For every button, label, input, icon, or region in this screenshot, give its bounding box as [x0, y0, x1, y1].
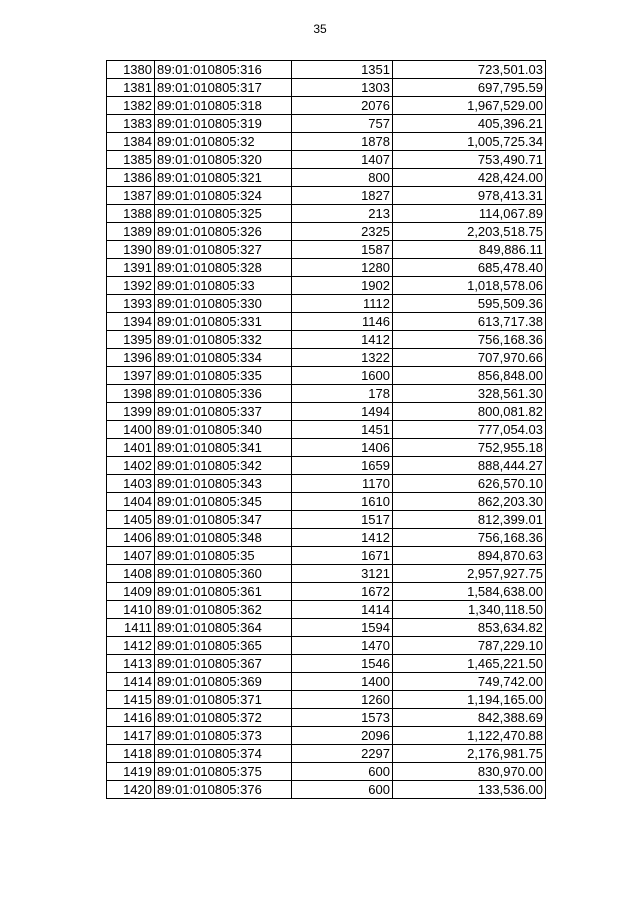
table-row	[107, 259, 546, 277]
cadastral-number: 89:01:010805:375	[155, 763, 292, 781]
area-value: 1494	[292, 403, 393, 421]
area-value: 800	[292, 169, 393, 187]
cost-value: 328,561.30	[393, 385, 546, 403]
table-row	[107, 97, 546, 115]
cost-value: 707,970.66	[393, 349, 546, 367]
cost-value: 1,018,578.06	[393, 277, 546, 295]
table-row	[107, 403, 546, 421]
cost-value: 2,957,927.75	[393, 565, 546, 583]
row-number: 1383	[107, 115, 155, 133]
row-number: 1409	[107, 583, 155, 601]
cadastral-number: 89:01:010805:367	[155, 655, 292, 673]
area-value: 1878	[292, 133, 393, 151]
area-value: 1587	[292, 241, 393, 259]
area-value: 1659	[292, 457, 393, 475]
area-value: 1112	[292, 295, 393, 313]
table-row	[107, 61, 546, 79]
cadastral-number: 89:01:010805:376	[155, 781, 292, 799]
cadastral-number: 89:01:010805:369	[155, 673, 292, 691]
table-row	[107, 367, 546, 385]
cadastral-number: 89:01:010805:319	[155, 115, 292, 133]
row-number: 1403	[107, 475, 155, 493]
table-row	[107, 475, 546, 493]
row-number: 1393	[107, 295, 155, 313]
row-number: 1398	[107, 385, 155, 403]
row-number: 1396	[107, 349, 155, 367]
area-value: 1671	[292, 547, 393, 565]
cost-value: 894,870.63	[393, 547, 546, 565]
row-number: 1397	[107, 367, 155, 385]
cost-value: 749,742.00	[393, 673, 546, 691]
area-value: 1672	[292, 583, 393, 601]
cost-value: 756,168.36	[393, 331, 546, 349]
table-row	[107, 781, 546, 799]
area-value: 1517	[292, 511, 393, 529]
cost-value: 1,194,165.00	[393, 691, 546, 709]
row-number: 1391	[107, 259, 155, 277]
cost-value: 787,229.10	[393, 637, 546, 655]
row-number: 1410	[107, 601, 155, 619]
area-value: 3121	[292, 565, 393, 583]
row-number: 1400	[107, 421, 155, 439]
area-value: 1260	[292, 691, 393, 709]
table-row	[107, 727, 546, 745]
area-value: 1546	[292, 655, 393, 673]
row-number: 1394	[107, 313, 155, 331]
cadastral-number: 89:01:010805:374	[155, 745, 292, 763]
table-row	[107, 637, 546, 655]
area-value: 600	[292, 781, 393, 799]
table-row	[107, 691, 546, 709]
cost-value: 849,886.11	[393, 241, 546, 259]
table-row	[107, 583, 546, 601]
cadastral-number: 89:01:010805:327	[155, 241, 292, 259]
table-row	[107, 529, 546, 547]
cost-value: 753,490.71	[393, 151, 546, 169]
cost-value: 830,970.00	[393, 763, 546, 781]
table-row	[107, 331, 546, 349]
cadastral-number: 89:01:010805:372	[155, 709, 292, 727]
cadastral-number: 89:01:010805:326	[155, 223, 292, 241]
table-row	[107, 349, 546, 367]
cadastral-number: 89:01:010805:345	[155, 493, 292, 511]
cost-value: 756,168.36	[393, 529, 546, 547]
row-number: 1414	[107, 673, 155, 691]
row-number: 1381	[107, 79, 155, 97]
cost-value: 595,509.36	[393, 295, 546, 313]
cadastral-number: 89:01:010805:324	[155, 187, 292, 205]
table-row	[107, 205, 546, 223]
area-value: 1451	[292, 421, 393, 439]
row-number: 1390	[107, 241, 155, 259]
cost-value: 842,388.69	[393, 709, 546, 727]
cost-value: 888,444.27	[393, 457, 546, 475]
row-number: 1401	[107, 439, 155, 457]
cadastral-number: 89:01:010805:318	[155, 97, 292, 115]
cost-value: 777,054.03	[393, 421, 546, 439]
table-row	[107, 565, 546, 583]
cadastral-number: 89:01:010805:362	[155, 601, 292, 619]
cost-value: 862,203.30	[393, 493, 546, 511]
cadastral-number: 89:01:010805:365	[155, 637, 292, 655]
cost-value: 114,067.89	[393, 205, 546, 223]
area-value: 1170	[292, 475, 393, 493]
area-value: 1407	[292, 151, 393, 169]
cadastral-number: 89:01:010805:337	[155, 403, 292, 421]
row-number: 1418	[107, 745, 155, 763]
area-value: 1322	[292, 349, 393, 367]
page-number: 35	[313, 22, 327, 36]
table-row	[107, 457, 546, 475]
cadastral-number: 89:01:010805:33	[155, 277, 292, 295]
cadastral-number: 89:01:010805:343	[155, 475, 292, 493]
row-number: 1395	[107, 331, 155, 349]
table-row	[107, 673, 546, 691]
area-value: 178	[292, 385, 393, 403]
cadastral-number: 89:01:010805:342	[155, 457, 292, 475]
area-value: 2096	[292, 727, 393, 745]
area-value: 1351	[292, 61, 393, 79]
table-row	[107, 223, 546, 241]
cadastral-number: 89:01:010805:336	[155, 385, 292, 403]
area-value: 1412	[292, 529, 393, 547]
table-row	[107, 241, 546, 259]
cost-value: 697,795.59	[393, 79, 546, 97]
cadastral-number: 89:01:010805:373	[155, 727, 292, 745]
cost-value: 1,465,221.50	[393, 655, 546, 673]
table-row	[107, 763, 546, 781]
row-number: 1405	[107, 511, 155, 529]
cadastral-number: 89:01:010805:321	[155, 169, 292, 187]
row-number: 1417	[107, 727, 155, 745]
area-value: 1610	[292, 493, 393, 511]
cost-value: 978,413.31	[393, 187, 546, 205]
cost-value: 428,424.00	[393, 169, 546, 187]
table-row	[107, 187, 546, 205]
cost-value: 613,717.38	[393, 313, 546, 331]
row-number: 1416	[107, 709, 155, 727]
cost-value: 1,967,529.00	[393, 97, 546, 115]
cadastral-number: 89:01:010805:317	[155, 79, 292, 97]
area-value: 1412	[292, 331, 393, 349]
cost-value: 812,399.01	[393, 511, 546, 529]
row-number: 1386	[107, 169, 155, 187]
cadastral-number: 89:01:010805:325	[155, 205, 292, 223]
row-number: 1411	[107, 619, 155, 637]
cadastral-number: 89:01:010805:331	[155, 313, 292, 331]
land-registry-table	[106, 60, 546, 799]
cost-value: 2,203,518.75	[393, 223, 546, 241]
cost-value: 856,848.00	[393, 367, 546, 385]
cost-value: 1,005,725.34	[393, 133, 546, 151]
row-number: 1408	[107, 565, 155, 583]
row-number: 1419	[107, 763, 155, 781]
area-value: 2325	[292, 223, 393, 241]
table-row	[107, 295, 546, 313]
row-number: 1384	[107, 133, 155, 151]
area-value: 1470	[292, 637, 393, 655]
area-value: 1414	[292, 601, 393, 619]
area-value: 1902	[292, 277, 393, 295]
cost-value: 1,584,638.00	[393, 583, 546, 601]
table-row	[107, 277, 546, 295]
cadastral-number: 89:01:010805:316	[155, 61, 292, 79]
table-row	[107, 745, 546, 763]
area-value: 1303	[292, 79, 393, 97]
table-row	[107, 421, 546, 439]
cost-value: 626,570.10	[393, 475, 546, 493]
cost-value: 723,501.03	[393, 61, 546, 79]
cadastral-number: 89:01:010805:320	[155, 151, 292, 169]
cadastral-number: 89:01:010805:364	[155, 619, 292, 637]
row-number: 1407	[107, 547, 155, 565]
area-value: 1146	[292, 313, 393, 331]
area-value: 1600	[292, 367, 393, 385]
cost-value: 685,478.40	[393, 259, 546, 277]
table-row	[107, 385, 546, 403]
row-number: 1402	[107, 457, 155, 475]
area-value: 1280	[292, 259, 393, 277]
cadastral-number: 89:01:010805:335	[155, 367, 292, 385]
table-row	[107, 709, 546, 727]
area-value: 1827	[292, 187, 393, 205]
row-number: 1385	[107, 151, 155, 169]
row-number: 1389	[107, 223, 155, 241]
table-row	[107, 511, 546, 529]
row-number: 1399	[107, 403, 155, 421]
cadastral-number: 89:01:010805:360	[155, 565, 292, 583]
cadastral-number: 89:01:010805:35	[155, 547, 292, 565]
table-body	[107, 61, 546, 799]
cost-value: 2,176,981.75	[393, 745, 546, 763]
cost-value: 133,536.00	[393, 781, 546, 799]
table-row	[107, 169, 546, 187]
cadastral-number: 89:01:010805:361	[155, 583, 292, 601]
cadastral-number: 89:01:010805:332	[155, 331, 292, 349]
table-row	[107, 115, 546, 133]
row-number: 1413	[107, 655, 155, 673]
cadastral-number: 89:01:010805:32	[155, 133, 292, 151]
table-row	[107, 601, 546, 619]
table-row	[107, 79, 546, 97]
cadastral-number: 89:01:010805:371	[155, 691, 292, 709]
row-number: 1415	[107, 691, 155, 709]
cadastral-number: 89:01:010805:347	[155, 511, 292, 529]
cost-value: 1,340,118.50	[393, 601, 546, 619]
table-row	[107, 655, 546, 673]
cadastral-number: 89:01:010805:341	[155, 439, 292, 457]
table-row	[107, 313, 546, 331]
cadastral-number: 89:01:010805:340	[155, 421, 292, 439]
row-number: 1387	[107, 187, 155, 205]
table-row	[107, 151, 546, 169]
cost-value: 1,122,470.88	[393, 727, 546, 745]
row-number: 1420	[107, 781, 155, 799]
cadastral-number: 89:01:010805:330	[155, 295, 292, 313]
table-row	[107, 619, 546, 637]
cadastral-number: 89:01:010805:348	[155, 529, 292, 547]
area-value: 1400	[292, 673, 393, 691]
area-value: 600	[292, 763, 393, 781]
area-value: 1406	[292, 439, 393, 457]
table-row	[107, 547, 546, 565]
row-number: 1382	[107, 97, 155, 115]
cost-value: 853,634.82	[393, 619, 546, 637]
cost-value: 752,955.18	[393, 439, 546, 457]
area-value: 1573	[292, 709, 393, 727]
cadastral-number: 89:01:010805:334	[155, 349, 292, 367]
cost-value: 405,396.21	[393, 115, 546, 133]
area-value: 2297	[292, 745, 393, 763]
table-row	[107, 493, 546, 511]
area-value: 213	[292, 205, 393, 223]
row-number: 1406	[107, 529, 155, 547]
cadastral-number: 89:01:010805:328	[155, 259, 292, 277]
area-value: 757	[292, 115, 393, 133]
table-row	[107, 133, 546, 151]
area-value: 2076	[292, 97, 393, 115]
table-row	[107, 439, 546, 457]
row-number: 1380	[107, 61, 155, 79]
row-number: 1392	[107, 277, 155, 295]
area-value: 1594	[292, 619, 393, 637]
row-number: 1404	[107, 493, 155, 511]
row-number: 1412	[107, 637, 155, 655]
row-number: 1388	[107, 205, 155, 223]
cost-value: 800,081.82	[393, 403, 546, 421]
